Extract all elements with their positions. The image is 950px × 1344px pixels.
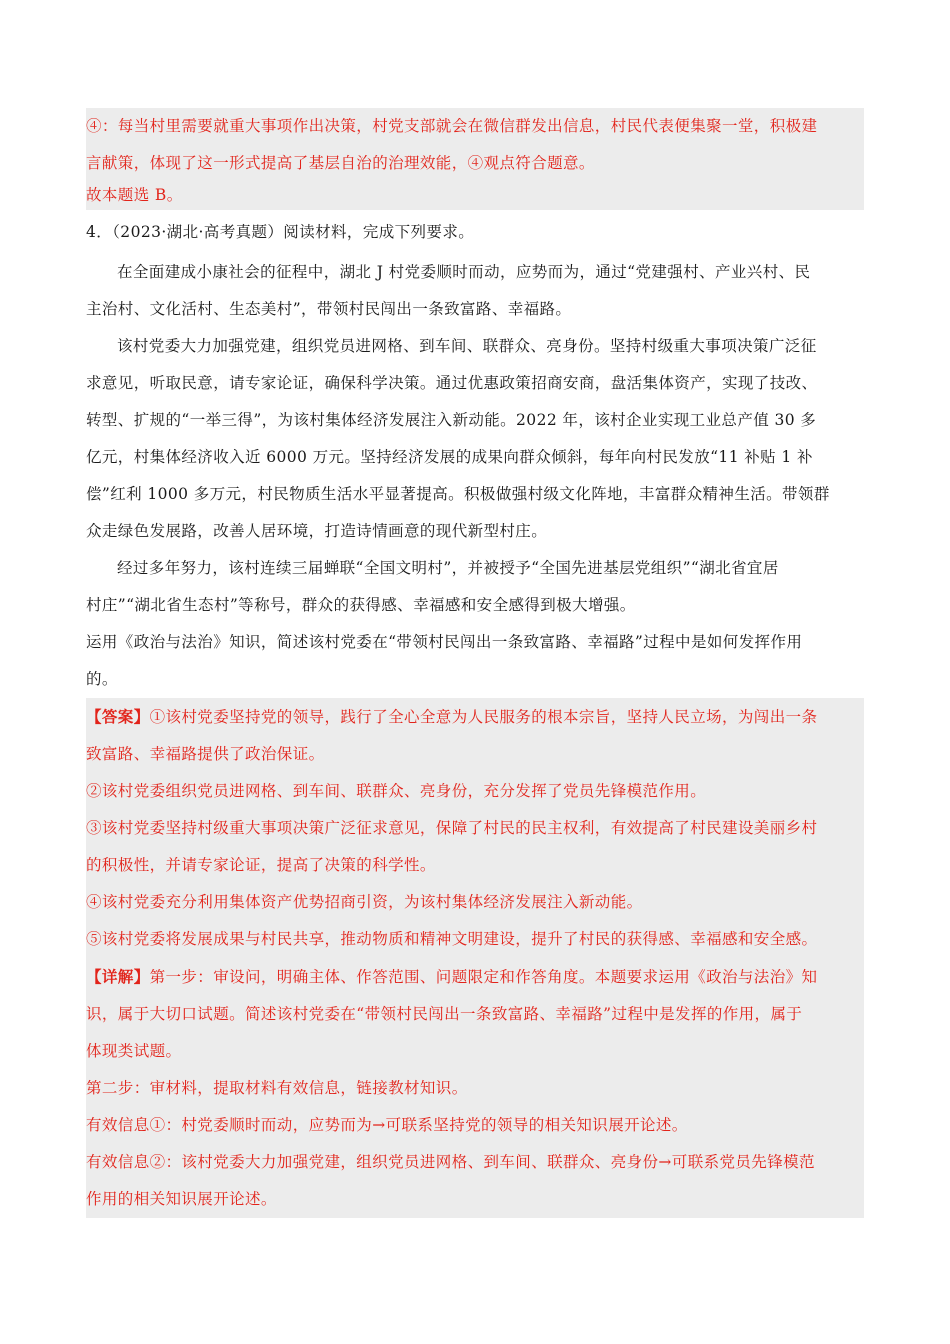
material-line: 众走绿色发展路，改善人居环境，打造诗情画意的现代新型村庄。 — [86, 522, 548, 540]
answer-line: ②该村党委组织党员进网格、到车间、联群众、亮身份，充分发挥了党员先锋模范作用。 — [86, 782, 707, 800]
detail-line: 作用的相关知识展开论述。 — [86, 1190, 277, 1208]
detail-line: 识，属于大切口试题。简述该村党委在“带领村民闯出一条致富路、幸福路”过程中是发挥的作用，属于 — [86, 1005, 803, 1023]
answer-tag: 【答案】 — [86, 707, 150, 726]
material-line: 经过多年努力，该村连续三届蝉联“全国文明村”，并被授予“全国先进基层党组织”“湖北省宜居 — [117, 559, 779, 577]
detail-line: 体现类试题。 — [86, 1042, 182, 1060]
answer-line: ③该村党委坚持村级重大事项决策广泛征求意见，保障了村民的民主权利，有效提高了村民建设美丽乡村 — [86, 819, 818, 837]
detail-line: 有效信息①：村党委顺时而动，应势而为→可联系坚持党的领导的相关知识展开论述。 — [86, 1116, 688, 1134]
prompt-line: 运用《政治与法治》知识，简述该村党委在“带领村民闯出一条致富路、幸福路”过程中是如何发挥作用 — [86, 633, 803, 651]
explanation-line: 言献策，体现了这一形式提高了基层自治的治理效能，④观点符合题意。 — [86, 154, 595, 172]
material-line: 村庄”“湖北省生态村”等称号，群众的获得感、幸福感和安全感得到极大增强。 — [86, 596, 636, 614]
explanation-line: ④：每当村里需要就重大事项作出决策，村党支部就会在微信群发出信息，村民代表便集聚一堂，积极建 — [86, 117, 818, 135]
material-paragraph-3 — [86, 550, 864, 624]
answer-line: ⑤该村党委将发展成果与村民共享，推动物质和精神文明建设，提升了村民的获得感、幸福感和安全感。 — [86, 930, 818, 948]
document-page — [86, 108, 864, 1218]
material-paragraph-2 — [86, 328, 864, 550]
answer-line: 的积极性，并请专家论证，提高了决策的科学性。 — [86, 856, 436, 874]
detail-line: 【详解】第一步：审设问，明确主体、作答范围、问题限定和作答角度。本题要求运用《政治与法治》知 — [86, 967, 818, 986]
question-prompt — [86, 624, 864, 698]
answer-line: ④该村党委充分利用集体资产优势招商引资，为该村集体经济发展注入新动能。 — [86, 893, 643, 911]
material-line: 偿”红利 1000 多万元，村民物质生活水平显著提高。积极做强村级文化阵地，丰富群众精神生活。带领群 — [86, 485, 830, 503]
material-line: 转型、扩规的“一举三得”，为该村集体经济发展注入新动能。2022 年，该村企业实现工业总产值 30 多 — [86, 411, 817, 429]
prompt-line: 的。 — [86, 670, 118, 688]
detail-line: 有效信息②：该村党委大力加强党建，组织党员进网格、到车间、联群众、亮身份→可联系党员先锋模范 — [86, 1153, 815, 1171]
answer-explanation-block — [86, 698, 864, 1218]
answer-choice-line: 故本题选 B。 — [86, 186, 183, 204]
previous-explanation-block — [86, 108, 864, 210]
answer-line: 致富路、幸福路提供了政治保证。 — [86, 745, 325, 763]
answer-line: 【答案】①该村党委坚持党的领导，践行了全心全意为人民服务的根本宗旨，坚持人民立场，为闯出一条 — [86, 707, 818, 726]
material-line: 亿元，村集体经济收入近 6000 万元。坚持经济发展的成果向群众倾斜，每年向村民发放“11 补贴 1 补 — [86, 448, 813, 466]
detail-tag: 【详解】 — [86, 967, 150, 986]
detail-line: 第二步：审材料，提取材料有效信息，链接教材知识。 — [86, 1079, 468, 1097]
material-line: 该村党委大力加强党建，组织党员进网格、到车间、联群众、亮身份。坚持村级重大事项决策广泛征 — [117, 337, 817, 355]
material-line: 主治村、文化活村、生态美村”，带领村民闯出一条致富路、幸福路。 — [86, 300, 572, 318]
material-paragraph-1 — [86, 254, 864, 328]
material-line: 求意见，听取民意，请专家论证，确保科学决策。通过优惠政策招商安商，盘活集体资产，实现了技改、 — [86, 374, 818, 392]
material-line: 在全面建成小康社会的征程中，湖北 J 村党委顺时而动，应势而为，通过“党建强村、产业兴村、民 — [117, 263, 811, 281]
question-header: 4．（2023·湖北·高考真题）阅读材料，完成下列要求。 — [86, 223, 475, 241]
